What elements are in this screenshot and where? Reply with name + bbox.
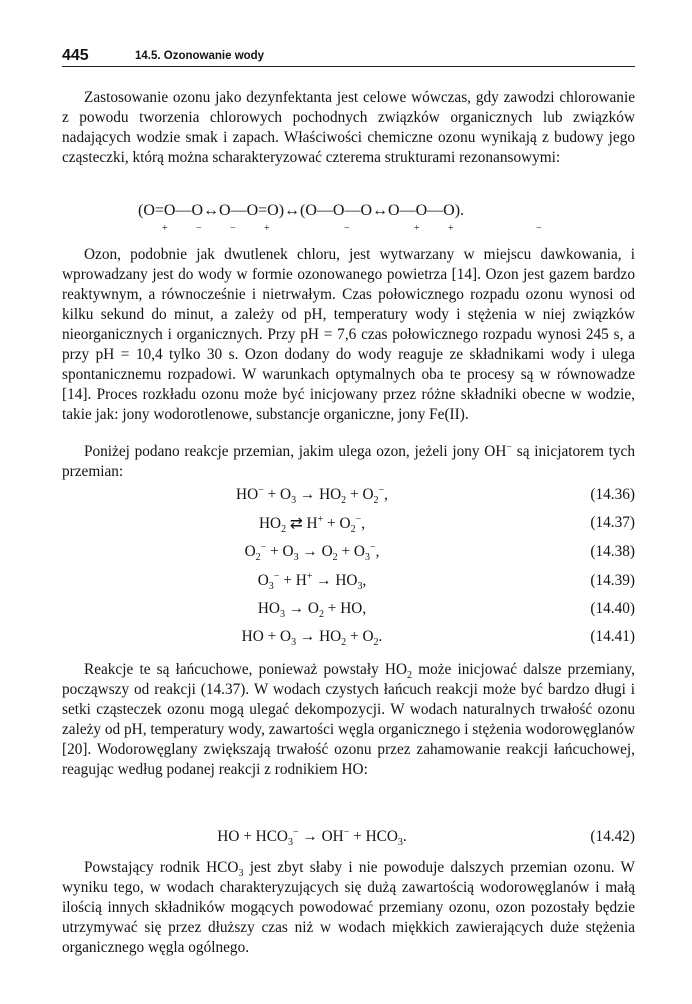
charge: + [264, 223, 270, 234]
paragraph-bicarbonate: Powstający rodnik $HCO_3$ jest zbyt słaby i nie powoduje dalszych przemian ozonu. W wyniku tego, w wodach charakteryzujących się dużą zawartością wodorowęglanów i małą ilością innych składników mogących powodować przemiany ozonu, ozon pozostały będzie utrzymywać się przez dłuższy czas niż w wodach miękkich zawierających duże stężenia organicznego węgla ogólnego. [62, 859, 635, 956]
equation-14-42 [62, 828, 635, 850]
section-title: 14.5. Ozonowanie wody [135, 50, 265, 62]
equation-number: (14.40) [590, 600, 635, 617]
equation-14-37 [62, 514, 635, 536]
equation-number: (14.36) [590, 486, 635, 503]
page-header [62, 47, 635, 67]
equation-number: (14.39) [590, 572, 635, 589]
charge: + [162, 223, 168, 234]
equation-formula: $HO_3 \to O_2$ + HO, [257, 600, 367, 621]
charge: + [448, 223, 454, 234]
equation-formula: $HO_2$ ⇄ $H^+ + O_2^-$, [258, 513, 366, 536]
resonance-structures [138, 202, 578, 242]
equation-formula: $O_2^- + O_3 \to O_2 + O_3^-$, [244, 541, 380, 564]
paragraph-chain-reactions: Reakcje te są łańcuchowe, ponieważ powstały $HO_2$ może inicjować dalsze przemiany, począwszy od reakcji (14.37). W wodach czystych łańcuch reakcji może być bardzo długi i setki cząsteczek ozonu mogą ulegać dekompozycji. W wodach naturalnych trwałość ozonu zależy od pH, temperatury wody, zawartości węgla organicznego i stężenia wodorowęglanów [20]. Wodorowęglany zwiększają trwałość ozonu przez zahamowanie reakcji łańcuchowej, reagując według podanej reakcji z rodnikiem HO: [62, 661, 635, 778]
equation-formula: HO + $HCO_3^- \to OH^- + HCO_3$. [217, 826, 407, 849]
equation-14-39 [62, 572, 635, 594]
resonance-charges [138, 223, 578, 235]
equation-14-38 [62, 543, 635, 565]
equation-formula: HO + $O_3 \to HO_2 + O_2$. [241, 628, 383, 649]
charge: − [230, 223, 236, 234]
paragraph-ozone-properties: Ozon, podobnie jak dwutlenek chloru, jest wytwarzany w miejscu dawkowania, i wprowadzany jest do wody w formie ozonowanego powietrza [14]. Ozon jest gazem bardzo reaktywnym, a równocześnie i nietrwałym. Czas połowicznego rozpadu ozonu wynosi od kilku sekund do minut, a zależy od pH, temperatury wody i stężenia w niej związków nieorganicznych i organicznych. Przy pH = 7,6 czas połowicznego rozpadu wynosi 245 s, a przy pH = 10,4 tylko 30 s. Ozon dodany do wody reaguje ze składnikami wody i ulega spontanicznemu rozpadowi. W warunkach optymalnych oba te procesy są w równowadze [14]. Proces rozkładu ozonu może być inicjowany przez różne składniki obecne w wodzie, takie jak: jony wodorotlenowe, substancje organiczne, jony Fe(II). [62, 246, 635, 423]
equation-14-40 [62, 600, 635, 622]
equation-number: (14.38) [590, 543, 635, 560]
charge: − [344, 223, 350, 234]
charge: + [414, 223, 420, 234]
equation-14-36 [62, 486, 635, 508]
page-number: 445 [62, 47, 89, 64]
equation-formula: $O_3^- + H^+ \to HO_3$, [257, 570, 367, 593]
charge: − [196, 223, 202, 234]
paragraph-intro: Zastosowanie ozonu jako dezynfektanta jest celowe wówczas, gdy zawodzi chlorowanie z powodu tworzenia chlorowych pochodnych związków organicznych lub związków nadających wodzie smak i zapach. Właściwości chemiczne ozonu wynikają z budowy jego cząsteczki, którą można scharakteryzować czterema strukturami rezonansowymi: [62, 89, 635, 166]
charge: − [536, 223, 542, 234]
resonance-formula: (O=O—O↔O—O=O)↔(O—O—O↔O—O—O). [138, 202, 465, 219]
equation-14-41 [62, 628, 635, 650]
paragraph-reactions-intro: Poniżej podano reakcje przemian, jakim ulega ozon, jeżeli jony OH− są inicjatorem tych przemian: [62, 441, 635, 480]
equation-number: (14.41) [590, 628, 635, 645]
equation-formula: $HO^- + O_3 \to HO_2 + O_2^-$, [236, 484, 388, 507]
equation-number: (14.37) [590, 514, 635, 531]
equation-number: (14.42) [590, 828, 635, 845]
